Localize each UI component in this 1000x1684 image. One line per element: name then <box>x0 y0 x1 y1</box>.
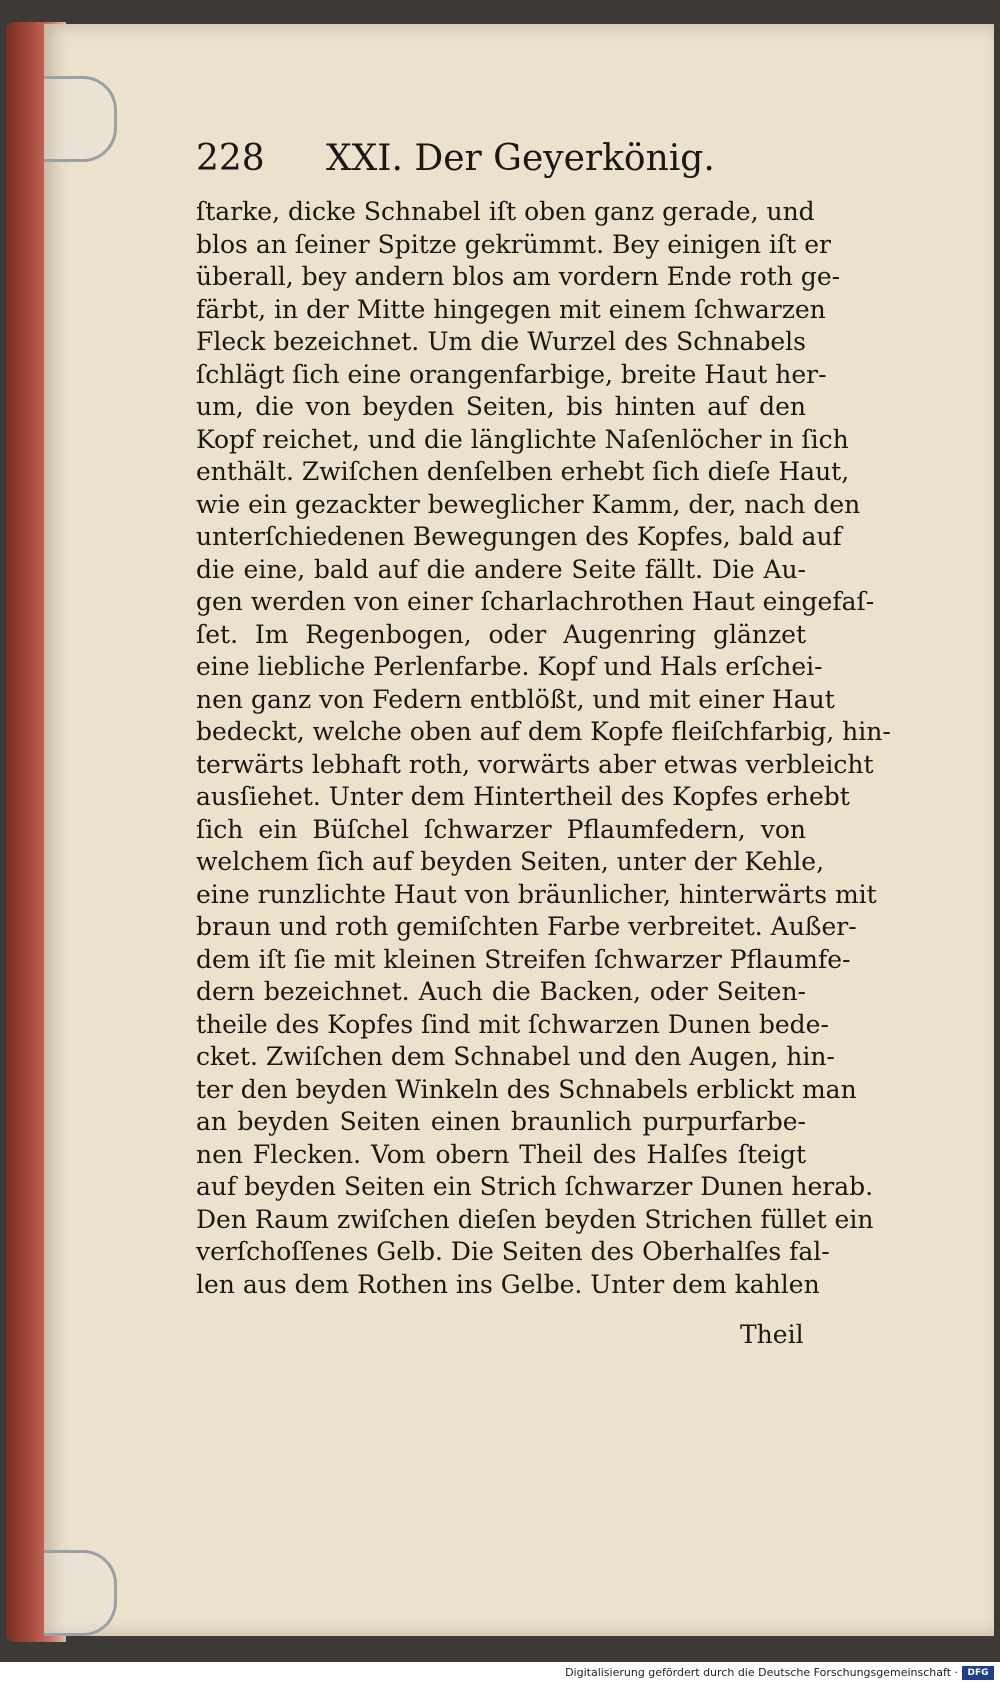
text-line: Fleck bezeichnet. Um die Wurzel des Schnabels <box>196 327 806 356</box>
text-line: theile des Kopfes ſind mit ſchwarzen Dunen bede- <box>196 1009 829 1039</box>
page-number: 228 <box>196 138 265 179</box>
page-header <box>196 130 796 190</box>
text-line: auf beyden Seiten ein Strich ſchwarzer Dunen herab. <box>196 1172 874 1201</box>
text-line: um, die von beyden Seiten, bis hinten auf den <box>196 392 806 421</box>
text-line: len aus dem Rothen ins Gelbe. Unter dem kahlen <box>196 1269 820 1299</box>
text-line: dem iſt ſie mit kleinen Streifen ſchwarzer Pflaumfe- <box>196 944 851 974</box>
text-line: eine liebliche Perlenfarbe. Kopf und Hals erſchei- <box>196 652 823 681</box>
running-title: XXI. Der Geyerkönig. <box>326 138 715 179</box>
footer <box>0 1664 1000 1684</box>
text-line: die eine, bald auf die andere Seite fällt. Die Au- <box>196 554 806 584</box>
text-line: cket. Zwiſchen dem Schnabel und den Augen, hin- <box>196 1042 835 1071</box>
text-line: bedeckt, welche oben auf dem Kopfe fleiſchfarbig, hin- <box>196 717 891 746</box>
text-line: ter den beyden Winkeln des Schnabels erblickt man <box>196 1074 857 1104</box>
text-line: gen werden von einer ſcharlachrothen Haut eingefaſ- <box>196 587 875 616</box>
page-clip-bottom <box>44 1550 117 1636</box>
text-line: welchem ſich auf beyden Seiten, unter der Kehle, <box>196 847 825 876</box>
text-line: braun und roth gemiſchten Farbe verbreitet. Außer- <box>196 912 857 941</box>
text-line: überall, bey andern blos am vordern Ende roth ge- <box>196 262 841 291</box>
text-line: ſtarke, dicke Schnabel iſt oben ganz gerade, und <box>196 197 815 226</box>
funding-credit: Digitalisierung gefördert durch die Deutsche Forschungsgemeinschaft · <box>565 1666 958 1679</box>
text-line: eine runzlichte Haut von bräunlicher, hinterwärts mit <box>196 879 877 909</box>
text-line: terwärts lebhaft roth, vorwärts aber etwas verbleicht <box>196 749 874 779</box>
catchword: Theil <box>740 1320 804 1349</box>
text-line: an beyden Seiten einen braunlich purpurfarbe- <box>196 1107 806 1136</box>
text-line: nen ganz von Federn entblößt, und mit einer Haut <box>196 684 835 714</box>
text-line: färbt, in der Mitte hingegen mit einem ſchwarzen <box>196 294 826 324</box>
text-line: dern bezeichnet. Auch die Backen, oder Seiten- <box>196 977 806 1006</box>
text-line: blos an ſeiner Spitze gekrümmt. Bey einigen iſt er <box>196 229 832 259</box>
body-text <box>196 196 891 1301</box>
text-line: nen Flecken. Vom obern Theil des Halſes ſteigt <box>196 1139 806 1169</box>
dfg-logo: DFG <box>962 1666 994 1680</box>
text-line: Den Raum zwiſchen dieſen beyden Strichen füllet ein <box>196 1204 874 1234</box>
text-line: wie ein gezackter beweglicher Kamm, der, nach den <box>196 489 861 519</box>
text-line: ſich ein Büſchel ſchwarzer Pflaumfedern, von <box>196 814 806 844</box>
text-line: ſet. Im Regenbogen, oder Augenring glänzet <box>196 619 806 649</box>
text-line: unterſchiedenen Bewegungen des Kopfes, bald auf <box>196 522 842 551</box>
text-line: enthält. Zwiſchen denſelben erhebt ſich dieſe Haut, <box>196 457 850 486</box>
page-clip-top <box>44 76 117 162</box>
text-line: verſchoſſenes Gelb. Die Seiten des Oberhalſes fal- <box>196 1237 830 1266</box>
text-line: ausſiehet. Unter dem Hintertheil des Kopfes erhebt <box>196 782 850 811</box>
text-line: ſchlägt ſich eine orangenfarbige, breite Haut her- <box>196 359 827 389</box>
text-line: Kopf reichet, und die länglichte Naſenlöcher in ſich <box>196 424 849 454</box>
